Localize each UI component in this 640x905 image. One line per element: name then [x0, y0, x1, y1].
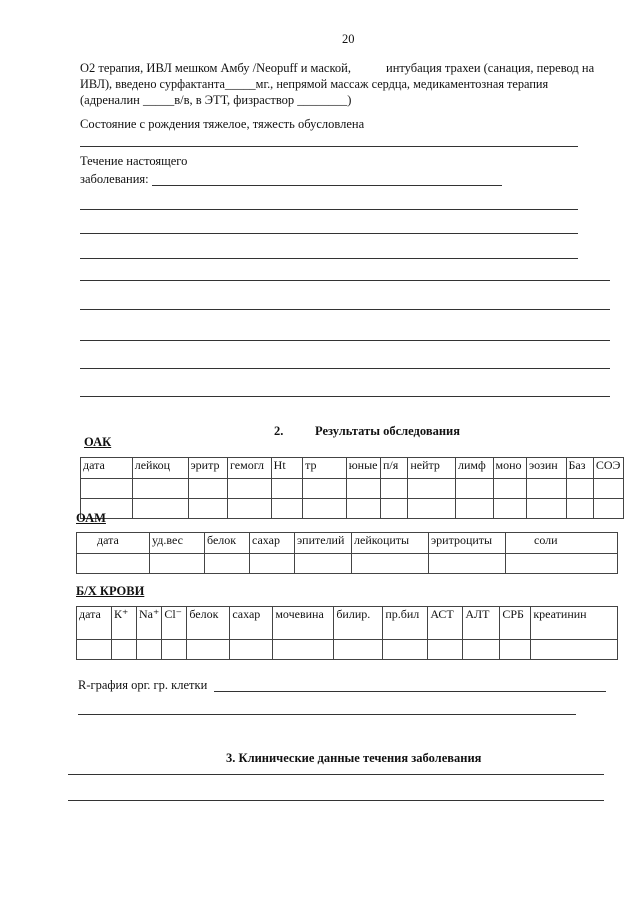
bh-header-cell: АЛТ — [463, 607, 500, 640]
oak-label: ОАК — [84, 435, 112, 449]
bh-blank-cell[interactable] — [334, 640, 383, 660]
bh-blank-cell[interactable] — [162, 640, 187, 660]
oak-blank-cell[interactable] — [81, 479, 133, 499]
oam-blank-cell[interactable] — [295, 554, 352, 574]
fill-line — [80, 309, 610, 310]
oak-blank-cell[interactable] — [408, 479, 456, 499]
oam-header-cell: белок — [205, 533, 250, 554]
oak-header-cell: эозин — [526, 458, 566, 479]
fill-line — [68, 800, 604, 801]
oak-blank-cell[interactable] — [228, 499, 272, 519]
oak-header-cell: дата — [81, 458, 133, 479]
bh-header-cell: К⁺ — [112, 607, 137, 640]
oak-header-cell: СОЭ — [593, 458, 623, 479]
oak-header-cell: тр — [303, 458, 347, 479]
fill-line — [80, 368, 610, 369]
oam-table — [76, 532, 618, 574]
bh-blank-cell[interactable] — [137, 640, 162, 660]
bh-blank-cell[interactable] — [463, 640, 500, 660]
bh-header-cell: билир. — [334, 607, 383, 640]
oam-blank-cell[interactable] — [250, 554, 295, 574]
course-label-1: Течение настоящего — [80, 154, 188, 168]
bh-header-cell: сахар — [230, 607, 273, 640]
bh-header-cell: мочевина — [273, 607, 334, 640]
oak-blank-cell[interactable] — [346, 479, 380, 499]
bh-header-cell: белок — [187, 607, 230, 640]
oak-blank-cell[interactable] — [271, 499, 302, 519]
oam-header-cell: эритроциты — [429, 533, 506, 554]
bh-header-cell: Na⁺ — [137, 607, 162, 640]
paragraph-line-1a: О2 терапия, ИВЛ мешком Амбу /Neopuff и маской, — [80, 61, 351, 75]
oak-blank-cell[interactable] — [408, 499, 456, 519]
bh-blank-cell[interactable] — [428, 640, 463, 660]
bh-label: Б/Х КРОВИ — [76, 584, 145, 598]
oam-header-cell: лейкоциты — [352, 533, 429, 554]
oam-blank-cell[interactable] — [429, 554, 506, 574]
page-number: 20 — [342, 32, 355, 46]
oak-blank-cell[interactable] — [346, 499, 380, 519]
oam-label: ОАМ — [76, 511, 106, 525]
bh-blank-cell[interactable] — [273, 640, 334, 660]
bh-blank-cell[interactable] — [531, 640, 618, 660]
oak-blank-cell[interactable] — [188, 499, 228, 519]
xray-label: R-графия орг. гр. клетки — [78, 678, 208, 692]
oak-header-cell: гемогл — [228, 458, 272, 479]
fill-line — [80, 258, 578, 259]
oak-blank-cell[interactable] — [132, 499, 188, 519]
fill-line — [214, 691, 606, 692]
course-label-2: заболевания: — [80, 172, 149, 186]
fill-line — [80, 396, 610, 397]
oam-blank-cell[interactable] — [352, 554, 429, 574]
oam-header-cell: уд.вес — [150, 533, 205, 554]
oak-blank-cell[interactable] — [303, 499, 347, 519]
fill-line — [80, 280, 610, 281]
paragraph-line-2: ИВЛ), введено сурфактанта_____мг., непрямой массаж сердца, медикаментозная терапия — [80, 77, 549, 91]
oak-blank-cell[interactable] — [566, 479, 593, 499]
oak-header-cell: лейкоц — [132, 458, 188, 479]
oak-blank-cell[interactable] — [526, 479, 566, 499]
bh-blank-cell[interactable] — [77, 640, 112, 660]
bh-blank-cell[interactable] — [500, 640, 531, 660]
bh-blank-cell[interactable] — [187, 640, 230, 660]
fill-line — [80, 340, 610, 341]
oak-blank-cell[interactable] — [380, 479, 407, 499]
oak-table — [80, 457, 624, 519]
oak-header-cell: моно — [493, 458, 526, 479]
fill-line — [78, 714, 576, 715]
condition-label: Состояние с рождения тяжелое, тяжесть обусловлена — [80, 117, 365, 131]
fill-line — [80, 233, 578, 234]
oak-header-cell: лимф — [455, 458, 493, 479]
bh-header-cell: дата — [77, 607, 112, 640]
paragraph-line-3: (адреналин _____в/в, в ЭТТ, физраствор ________) — [80, 93, 352, 107]
fill-line — [80, 209, 578, 210]
oak-header-cell: эритр — [188, 458, 228, 479]
bh-blank-cell[interactable] — [383, 640, 428, 660]
section2-title: Результаты обследования — [315, 424, 460, 438]
bh-table — [76, 606, 618, 660]
oak-blank-cell[interactable] — [526, 499, 566, 519]
section3-title: 3. Клинические данные течения заболевания — [226, 751, 482, 765]
fill-line — [80, 146, 578, 147]
oam-blank-cell[interactable] — [506, 554, 618, 574]
paragraph-line-1b: интубация трахеи (санация, перевод на — [386, 61, 595, 75]
bh-header-cell: Cl⁻ — [162, 607, 187, 640]
oak-blank-cell[interactable] — [132, 479, 188, 499]
oak-header-cell: юные — [346, 458, 380, 479]
oak-header-cell: Баз — [566, 458, 593, 479]
fill-line — [152, 185, 502, 186]
section2-number: 2. — [274, 424, 284, 438]
oak-blank-cell[interactable] — [493, 479, 526, 499]
bh-header-cell: АСТ — [428, 607, 463, 640]
oam-header-cell: соли — [506, 533, 618, 554]
oak-blank-cell[interactable] — [188, 479, 228, 499]
bh-header-cell: пр.бил — [383, 607, 428, 640]
oak-header-cell: Ht — [271, 458, 302, 479]
oak-blank-cell[interactable] — [593, 499, 623, 519]
bh-header-cell: креатинин — [531, 607, 618, 640]
oak-header-cell: п/я — [380, 458, 407, 479]
oam-blank-cell[interactable] — [150, 554, 205, 574]
oak-blank-cell[interactable] — [303, 479, 347, 499]
oak-blank-cell[interactable] — [455, 499, 493, 519]
bh-header-cell: СРБ — [500, 607, 531, 640]
oam-header-cell: эпителий — [295, 533, 352, 554]
oam-blank-cell[interactable] — [205, 554, 250, 574]
bh-blank-cell[interactable] — [230, 640, 273, 660]
oak-blank-cell[interactable] — [455, 479, 493, 499]
oam-header-cell: сахар — [250, 533, 295, 554]
oak-blank-cell[interactable] — [228, 479, 272, 499]
oak-header-cell: нейтр — [408, 458, 456, 479]
fill-line — [68, 774, 604, 775]
oak-blank-cell[interactable] — [593, 479, 623, 499]
oak-blank-cell[interactable] — [380, 499, 407, 519]
oak-blank-cell[interactable] — [566, 499, 593, 519]
oak-blank-cell[interactable] — [271, 479, 302, 499]
bh-blank-cell[interactable] — [112, 640, 137, 660]
oam-blank-cell[interactable] — [77, 554, 150, 574]
oam-header-cell: дата — [77, 533, 150, 554]
oak-blank-cell[interactable] — [493, 499, 526, 519]
